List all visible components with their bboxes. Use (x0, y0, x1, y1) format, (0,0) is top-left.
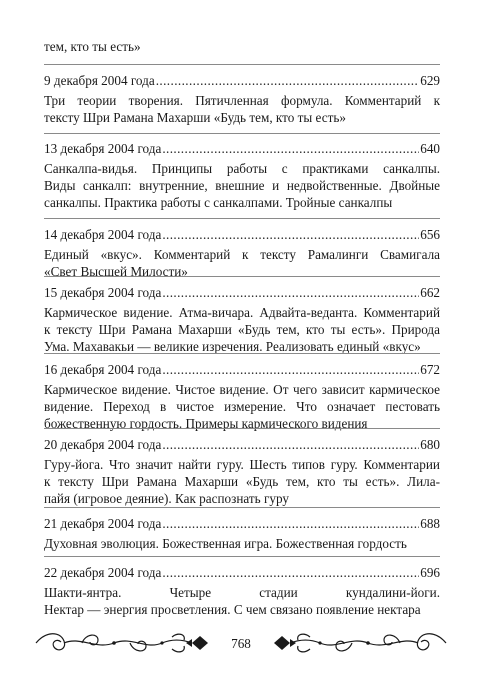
entry-description: Духовная эволюция. Божественная игра. Божественная гордость (44, 536, 407, 551)
entry-description: Санкалпа-видья. Принципы работы с практиками санкалпы. Виды санкалп: внутренние, внешние и недвойственные. Двойные санкалпы. Практика работы с санкалпами. Тройные санкалпы (44, 161, 440, 210)
leader-dots (156, 72, 420, 89)
entry-date: 20 декабря 2004 года (44, 437, 162, 452)
toc-page (44, 0, 440, 680)
entry-page: 662 (420, 285, 440, 300)
page-footer (34, 628, 448, 658)
divider (44, 507, 440, 508)
leader-dots (162, 564, 419, 581)
divider (44, 556, 440, 557)
floral-ornament-icon (34, 628, 210, 658)
divider (44, 218, 440, 219)
entry-page: 672 (420, 362, 440, 377)
entry-description: Кармическое видение. Атма-вичара. Адвайта-веданта. Комментарий к тексту Шри Рамана Махарши «Будь тем, кто ты есть». Природа Ума. Махавакьи — великие изречения. Реализовать единый «вкус» (44, 305, 440, 354)
entry-description: Единый «вкус». Комментарий к тексту Рамалинги Свамигала «Свет Высшей Милости» (44, 247, 440, 279)
divider (44, 133, 440, 134)
toc-entry (44, 361, 440, 432)
toc-entry (44, 436, 440, 507)
divider (44, 428, 440, 429)
leader-dots (162, 226, 419, 243)
entry-page: 656 (420, 227, 440, 242)
divider (44, 353, 440, 354)
leader-dots (162, 361, 419, 378)
toc-entry (44, 72, 440, 126)
entry-description: Кармическое видение. Чистое видение. От чего зависит кармическое видение. Переход в чистое измерение. Что означает пестовать божественную гордость. Примеры кармического видения (44, 382, 440, 431)
entry-page: 688 (420, 516, 440, 531)
entry-date: 9 декабря 2004 года (44, 73, 155, 88)
entry-page: 640 (420, 141, 440, 156)
floral-ornament-icon (272, 628, 448, 658)
entry-description: Шакти-янтра. Четыре стадии кундалини-йоги. Нектар — энергия просветления. С чем связано появление нектара (44, 585, 440, 617)
entry-date: 16 декабря 2004 года (44, 362, 162, 377)
entry-description: Три теории творения. Пятичленная формула. Комментарий к тексту Шри Рамана Махарши «Будь тем, кто ты есть» (44, 93, 440, 125)
toc-entry (44, 226, 440, 280)
entry-description: Гуру-йога. Что значит найти гуру. Шесть типов гуру. Комментарии к тексту Шри Рамана Махарши «Будь тем, кто ты есть». Лила- пайя (игровое деяние). Как распознать гуру (44, 457, 440, 506)
toc-entry (44, 515, 440, 552)
entry-date: 21 декабря 2004 года (44, 516, 162, 531)
entry-date: 14 декабря 2004 года (44, 227, 162, 242)
entry-date: 22 декабря 2004 года (44, 565, 162, 580)
continued-line: тем, кто ты есть» (44, 39, 141, 54)
entry-page: 680 (420, 437, 440, 452)
entry-page: 629 (420, 73, 440, 88)
leader-dots (162, 284, 419, 301)
leader-dots (162, 515, 419, 532)
leader-dots (162, 140, 419, 157)
entry-date: 13 декабря 2004 года (44, 141, 162, 156)
divider (44, 64, 440, 65)
entry-date: 15 декабря 2004 года (44, 285, 162, 300)
toc-entry (44, 140, 440, 211)
divider (44, 276, 440, 277)
page-number: 768 (231, 636, 251, 651)
toc-entry (44, 564, 440, 618)
leader-dots (162, 436, 419, 453)
entry-page: 696 (420, 565, 440, 580)
toc-entry (44, 284, 440, 355)
